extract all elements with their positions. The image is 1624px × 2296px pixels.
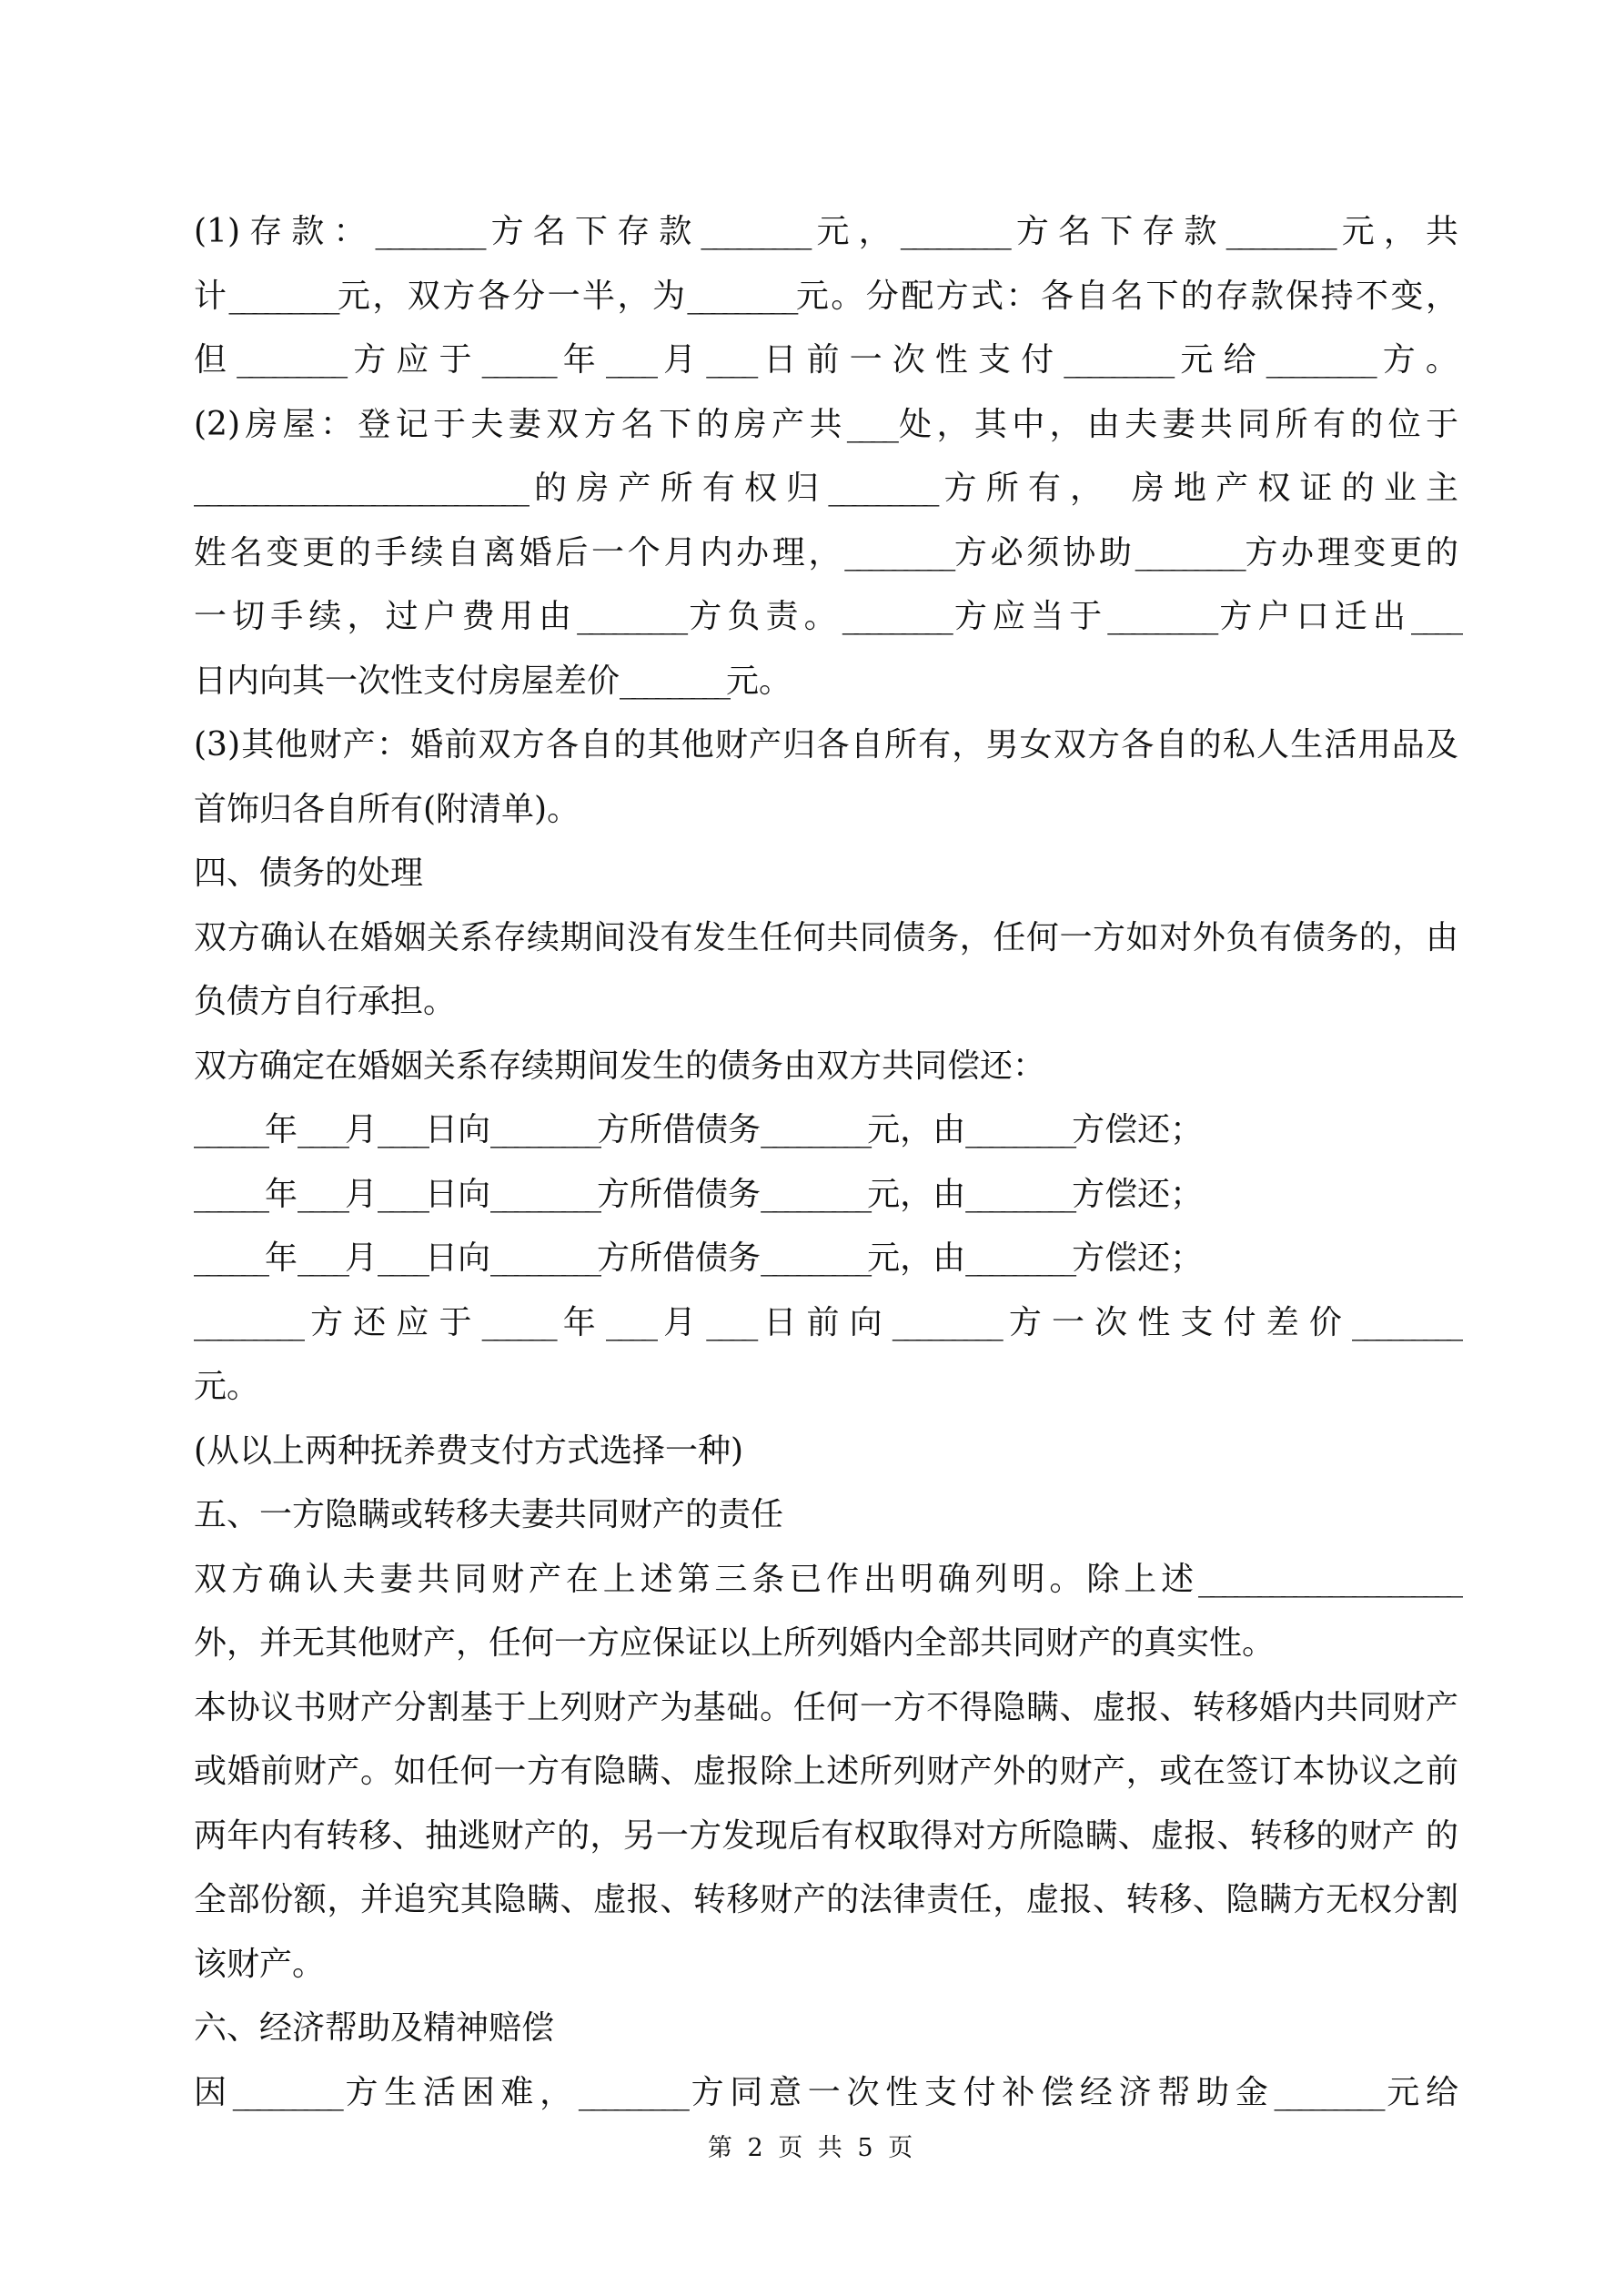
fill-in-blank: _________	[900, 213, 1007, 250]
fill-in-blank: _________	[761, 1111, 868, 1148]
fill-in-blank: ____	[378, 1111, 426, 1148]
fill-in-blank: _________	[228, 277, 336, 315]
page-number-footer: 第 2 页 共 5 页	[707, 2134, 917, 2162]
fill-in-blank: _________	[701, 213, 808, 250]
fill-in-blank: _________	[194, 1303, 300, 1341]
doc-line: (1)存款：_________方名下存款_________元，_________方名下存款_________元，共	[194, 213, 1458, 250]
fill-in-blank: _________	[965, 1239, 1073, 1277]
fill-in-blank: ______	[194, 1111, 265, 1148]
doc-line: 双方确认在婚姻关系存续期间没有发生任何共同债务，任何一方如对外负有债务的，由	[194, 918, 1458, 956]
fill-in-blank: _________	[892, 1303, 999, 1341]
fill-in-blank: ______	[194, 1239, 265, 1277]
fill-in-blank: _________	[1107, 598, 1215, 635]
fill-in-blank: ____	[378, 1239, 426, 1277]
fill-in-blank: ____	[706, 1303, 754, 1341]
fill-in-blank: _________	[965, 1111, 1073, 1148]
doc-line: ____________________________的房产所有权归_________方所有， 房地产权证的业主	[194, 470, 1458, 507]
doc-line: 姓名变更的手续自离婚后一个月内办理，_________方必须协助_________方办理变更的	[194, 533, 1458, 571]
fill-in-blank: ____	[1410, 598, 1458, 635]
doc-line: 首饰归各自所有(附清单)。	[194, 790, 580, 828]
doc-line: 元。	[194, 1368, 260, 1405]
doc-line: (从以上两种抚养费支付方式选择一种)	[194, 1431, 744, 1470]
section-heading: 五、一方隐瞒或转移夫妻共同财产的责任	[194, 1496, 784, 1533]
doc-line: 日内向其一次性支付房屋差价_________元。	[194, 662, 792, 700]
fill-in-blank: ____	[298, 1111, 346, 1148]
doc-line: 双方确定在婚姻关系存续期间发生的债务由双方共同偿还：	[194, 1047, 1046, 1085]
fill-in-blank: ____	[706, 341, 754, 379]
fill-in-blank: _________	[232, 2073, 339, 2111]
section-heading: 四、债务的处理	[194, 855, 424, 892]
fill-in-blank: _________	[577, 598, 684, 635]
doc-line: 全部份额，并追究其隐瞒、虚报、转移财产的法律责任，虚报、转移、隐瞒方无权分割	[194, 1881, 1458, 1918]
fill-in-blank: _________	[1226, 213, 1333, 250]
fill-in-blank: _________	[965, 1175, 1073, 1213]
fill-in-blank: ______	[194, 1175, 265, 1213]
doc-line: (2)房屋：登记于夫妻双方名下的房产共____处，其中，由夫妻共同所有的位于	[194, 405, 1458, 443]
doc-line: ______年____月____日向_________方所借债务_________元，由_________方偿还；	[194, 1239, 1204, 1277]
doc-line: 该财产。	[194, 1945, 326, 1983]
fill-in-blank: ____	[846, 405, 894, 443]
fill-in-blank: _________	[490, 1239, 598, 1277]
fill-in-blank: _________	[828, 470, 935, 507]
fill-in-blank: ____	[378, 1175, 426, 1213]
fill-in-blank: ______________________	[1198, 1560, 1458, 1598]
doc-line: ______年____月____日向_________方所借债务_________元，由_________方偿还；	[194, 1111, 1204, 1148]
doc-line: 但_________方应于______年____月____日前一次性支付_________元给_________方。	[194, 341, 1458, 379]
fill-in-blank: ____________________________	[194, 470, 525, 507]
fill-in-blank: _________	[375, 213, 482, 250]
fill-in-blank: _________	[578, 2073, 685, 2111]
doc-line: ______年____月____日向_________方所借债务_________元，由_________方偿还；	[194, 1175, 1204, 1213]
fill-in-blank: ____	[605, 1303, 653, 1341]
fill-in-blank: _________	[490, 1111, 598, 1148]
fill-in-blank: _________	[1266, 341, 1373, 379]
doc-line: 本协议书财产分割基于上列财产为基础。任何一方不得隐瞒、虚报、转移婚内共同财产	[194, 1688, 1458, 1726]
fill-in-blank: ______	[481, 1303, 553, 1341]
doc-line: 两年内有转移、抽逃财产的，另一方发现后有权取得对方所隐瞒、虚报、转移的财产 的	[194, 1816, 1458, 1855]
fill-in-blank: _________	[1351, 1303, 1458, 1341]
fill-in-blank: _________	[842, 598, 949, 635]
fill-in-blank: _________	[490, 1175, 598, 1213]
doc-line: 一切手续，过户费用由_________方负责。_________方应当于_________方户口迁出____	[194, 598, 1458, 635]
doc-line: 或婚前财产。如任何一方有隐瞒、虚报除上述所列财产外的财产，或在签订本协议之前	[194, 1753, 1458, 1790]
fill-in-blank: ____	[298, 1239, 346, 1277]
fill-in-blank: _________	[761, 1175, 868, 1213]
doc-line: 因_________方生活困难，_________方同意一次性支付补偿经济帮助金_________元给	[194, 2073, 1458, 2111]
fill-in-blank: _________	[761, 1239, 868, 1277]
fill-in-blank: ______	[481, 341, 553, 379]
fill-in-blank: _________	[687, 277, 794, 315]
fill-in-blank: _________	[237, 341, 344, 379]
doc-line: 计_________元，双方各分一半，为_________元。分配方式：各自名下的存款保持不变，	[194, 277, 1458, 315]
doc-line: 负债方自行承担。	[194, 983, 457, 1020]
fill-in-blank: ____	[605, 341, 653, 379]
section-heading: 六、经济帮助及精神赔偿	[194, 2009, 555, 2047]
doc-line: _________方还应于______年____月____日前向_________方一次性支付差价_________	[194, 1303, 1458, 1341]
fill-in-blank: _________	[1135, 533, 1242, 571]
fill-in-blank: ____	[298, 1175, 346, 1213]
fill-in-blank: _________	[844, 533, 952, 571]
fill-in-blank: _________	[1274, 2073, 1381, 2111]
document-body	[194, 0, 1458, 2125]
doc-line: (3)其他财产：婚前双方各自的其他财产归各自所有，男女双方各自的私人生活用品及	[194, 726, 1458, 764]
doc-line: 外，并无其他财产，任何一方应保证以上所列婚内全部共同财产的真实性。	[194, 1624, 1276, 1662]
fill-in-blank: _________	[620, 662, 727, 700]
fill-in-blank: _________	[1064, 341, 1171, 379]
doc-line: 双方确认夫妻共同财产在上述第三条已作出明确列明。除上述______________________	[194, 1560, 1458, 1598]
